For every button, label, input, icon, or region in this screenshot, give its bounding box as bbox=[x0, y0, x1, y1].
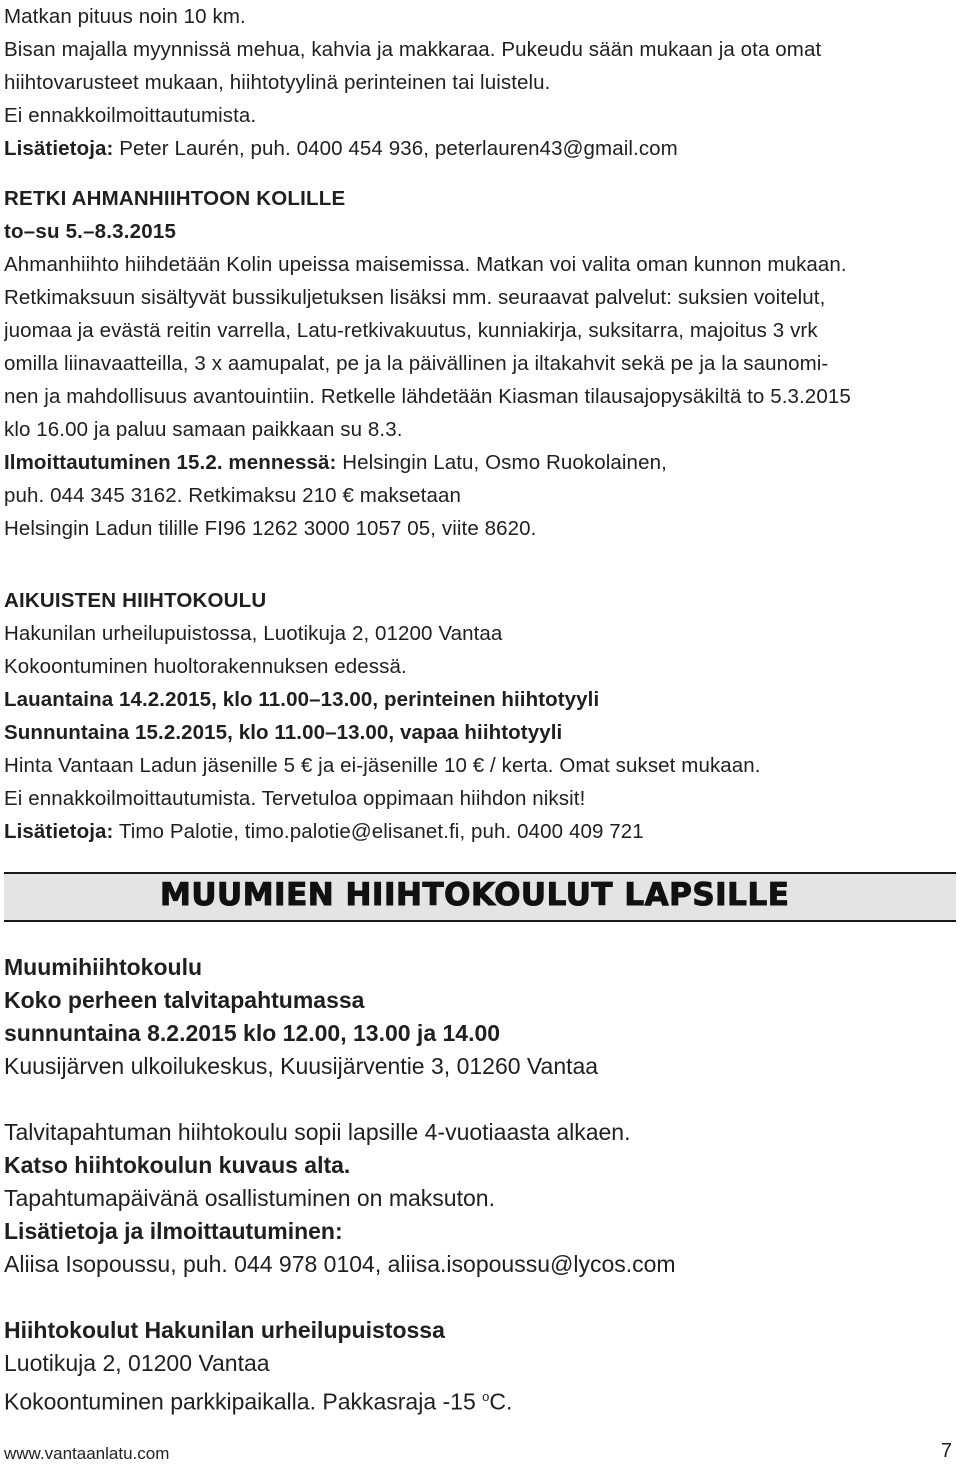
meeting-text: Kokoontuminen parkkipaikalla. Pakkasraja -15 bbox=[4, 1388, 483, 1415]
text-line: nen ja mahdollisuus avantouintiin. Retkelle lähdetään Kiasman tilausajopysäkiltä to 5.3.2015 bbox=[4, 385, 851, 408]
info-line bbox=[4, 132, 956, 165]
text-line: klo 16.00 ja paluu samaan paikkaan su 8.3. bbox=[4, 418, 403, 441]
event-location: Kuusijärven ulkoilukeskus, Kuusijärventie 3, 01260 Vantaa bbox=[4, 1053, 599, 1079]
page-body bbox=[4, 0, 956, 848]
degree-sign: o bbox=[482, 1389, 490, 1404]
footer-url[interactable]: www.vantaanlatu.com bbox=[4, 1444, 170, 1463]
info-line bbox=[4, 815, 956, 848]
contact-label: Lisätietoja ja ilmoittautuminen: bbox=[4, 1218, 343, 1244]
info-label: Lisätietoja: bbox=[4, 137, 114, 160]
text-line: juomaa ja evästä reitin varrella, Latu-retkivakuutus, kunniakirja, suksitarra, majoitus 3 vrk bbox=[4, 319, 818, 342]
text-line: omilla liinavaatteilla, 3 x aamupalat, pe ja la päivällinen ja iltakahvit sekä pe ja la saunomi- bbox=[4, 352, 829, 375]
section-title: AIKUISTEN HIIHTOKOULU bbox=[4, 589, 267, 612]
event-description: Talvitapahtuman hiihtokoulu sopii lapsille 4-vuotiaasta alkaen. bbox=[4, 1119, 631, 1145]
section-dates: to–su 5.–8.3.2015 bbox=[4, 220, 177, 243]
meeting-info bbox=[4, 1380, 956, 1413]
text-line: Ahmanhiihto hiihdetään Kolin upeissa maisemissa. Matkan voi valita oman kunnon mukaan. bbox=[4, 253, 847, 276]
text-line: Matkan pituus noin 10 km. bbox=[4, 5, 246, 28]
section-title: Hiihtokoulut Hakunilan urheilupuistossa bbox=[4, 1317, 445, 1343]
info-label: Lisätietoja: bbox=[4, 820, 114, 843]
text-line: Helsingin Ladun tilille FI96 1262 3000 1057 05, viite 8620. bbox=[4, 517, 537, 540]
text-line: Hinta Vantaan Ladun jäsenille 5 € ja ei-jäsenille 10 € / kerta. Omat sukset mukaan. bbox=[4, 754, 761, 777]
event-subtitle: Koko perheen talvitapahtumassa bbox=[4, 987, 365, 1013]
text-line: Kokoontuminen huoltorakennuksen edessä. bbox=[4, 655, 407, 678]
page-number: 7 bbox=[940, 1440, 952, 1462]
registration-text: Helsingin Latu, Osmo Ruokolainen, bbox=[336, 451, 667, 474]
event-title: Muumihiihtokoulu bbox=[4, 954, 203, 980]
contact-info: Aliisa Isopoussu, puh. 044 978 0104, aliisa.isopoussu@lycos.com bbox=[4, 1251, 676, 1277]
see-below-note: Katso hiihtokoulun kuvaus alta. bbox=[4, 1152, 351, 1178]
section-title: RETKI AHMANHIIHTOON KOLILLE bbox=[4, 187, 346, 210]
event-time: sunnuntaina 8.2.2015 klo 12.00, 13.00 ja 14.00 bbox=[4, 1020, 501, 1046]
text-line: Ei ennakkoilmoittautumista. bbox=[4, 104, 257, 127]
schedule-line: Lauantaina 14.2.2015, klo 11.00–13.00, perinteinen hiihtotyyli bbox=[4, 688, 600, 711]
text-line: hiihtovarusteet mukaan, hiihtotyylinä perinteinen tai luistelu. bbox=[4, 71, 551, 94]
text-line: Hakunilan urheilupuistossa, Luotikuja 2, 01200 Vantaa bbox=[4, 622, 503, 645]
banner-title: MUUMIEN HIIHTOKOULUT LAPSILLE bbox=[160, 877, 790, 913]
section-banner bbox=[4, 872, 956, 922]
registration-line bbox=[4, 446, 956, 479]
address: Luotikuja 2, 01200 Vantaa bbox=[4, 1350, 270, 1376]
free-note: Tapahtumapäivänä osallistuminen on maksuton. bbox=[4, 1185, 495, 1211]
text-line: Retkimaksuun sisältyvät bussikuljetuksen lisäksi mm. seuraavat palvelut: suksien voitelut, bbox=[4, 286, 826, 309]
text-line: puh. 044 345 3162. Retkimaksu 210 € maksetaan bbox=[4, 484, 461, 507]
page-body-lower bbox=[4, 951, 956, 1413]
text-line: Ei ennakkoilmoittautumista. Tervetuloa oppimaan hiihdon niksit! bbox=[4, 787, 586, 810]
info-text: Timo Palotie, timo.palotie@elisanet.fi, puh. 0400 409 721 bbox=[113, 820, 644, 843]
schedule-line: Sunnuntaina 15.2.2015, klo 11.00–13.00, vapaa hiihtotyyli bbox=[4, 721, 563, 744]
info-text: Peter Laurén, puh. 0400 454 936, peterlauren43@gmail.com bbox=[113, 137, 678, 160]
registration-label: Ilmoittautuminen 15.2. mennessä: bbox=[4, 451, 337, 474]
temperature-unit: C. bbox=[489, 1388, 513, 1415]
text-line: Bisan majalla myynnissä mehua, kahvia ja makkaraa. Pukeudu sään mukaan ja ota omat bbox=[4, 38, 822, 61]
